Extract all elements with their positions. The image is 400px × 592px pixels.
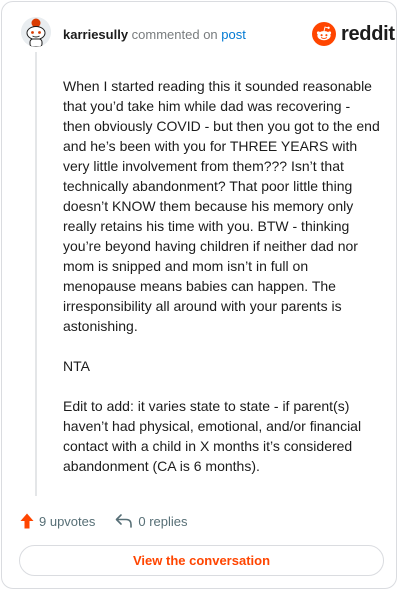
snoo-avatar-icon (21, 17, 51, 47)
view-conversation-button[interactable]: View the conversation (19, 545, 384, 576)
upvote-arrow-icon (20, 513, 34, 529)
reddit-logo[interactable] (312, 21, 395, 47)
upvote-count: 9 upvotes (39, 513, 96, 529)
reply-count: 0 replies (138, 513, 188, 529)
comment-paragraph: Edit to add: it varies state to state - if parent(s) haven’t had physical, emotional, and/or financial contact with a child in X months it’s considered abandonment (CA is 6 months). (63, 398, 362, 474)
comment-actions (20, 511, 188, 531)
reddit-snoo-icon (312, 22, 336, 46)
upvote-button[interactable] (20, 513, 95, 529)
username-link[interactable]: karriesully (63, 27, 129, 42)
comment-header (63, 27, 246, 43)
comment-card (1, 1, 397, 589)
user-avatar[interactable] (21, 17, 51, 47)
thread-line (35, 52, 37, 496)
comment-paragraph: When I started reading this it sounded reasonable that you’d take him while dad was recovering - then obviously COVID - but then you got to the end and he’s been with you for THREE YEARS with very little involvement from them??? Isn’t that technically abandonment? That poor little thing doesn’t KNOW them because his memory only really retains his time with you. BTW - thinking you’re beyond having children if neither dad nor mom is snipped and mom isn’t in full on menopause means babies can happen. The irresponsibility all around with your parents is astonishing. (63, 78, 380, 334)
reddit-wordmark: reddit (341, 23, 395, 45)
comment-body (63, 76, 381, 476)
post-link[interactable]: post (221, 27, 246, 42)
reply-arrow-icon (115, 513, 133, 529)
action-text: commented on (131, 27, 218, 42)
replies-button[interactable] (115, 513, 187, 529)
comment-paragraph: NTA (63, 358, 90, 374)
